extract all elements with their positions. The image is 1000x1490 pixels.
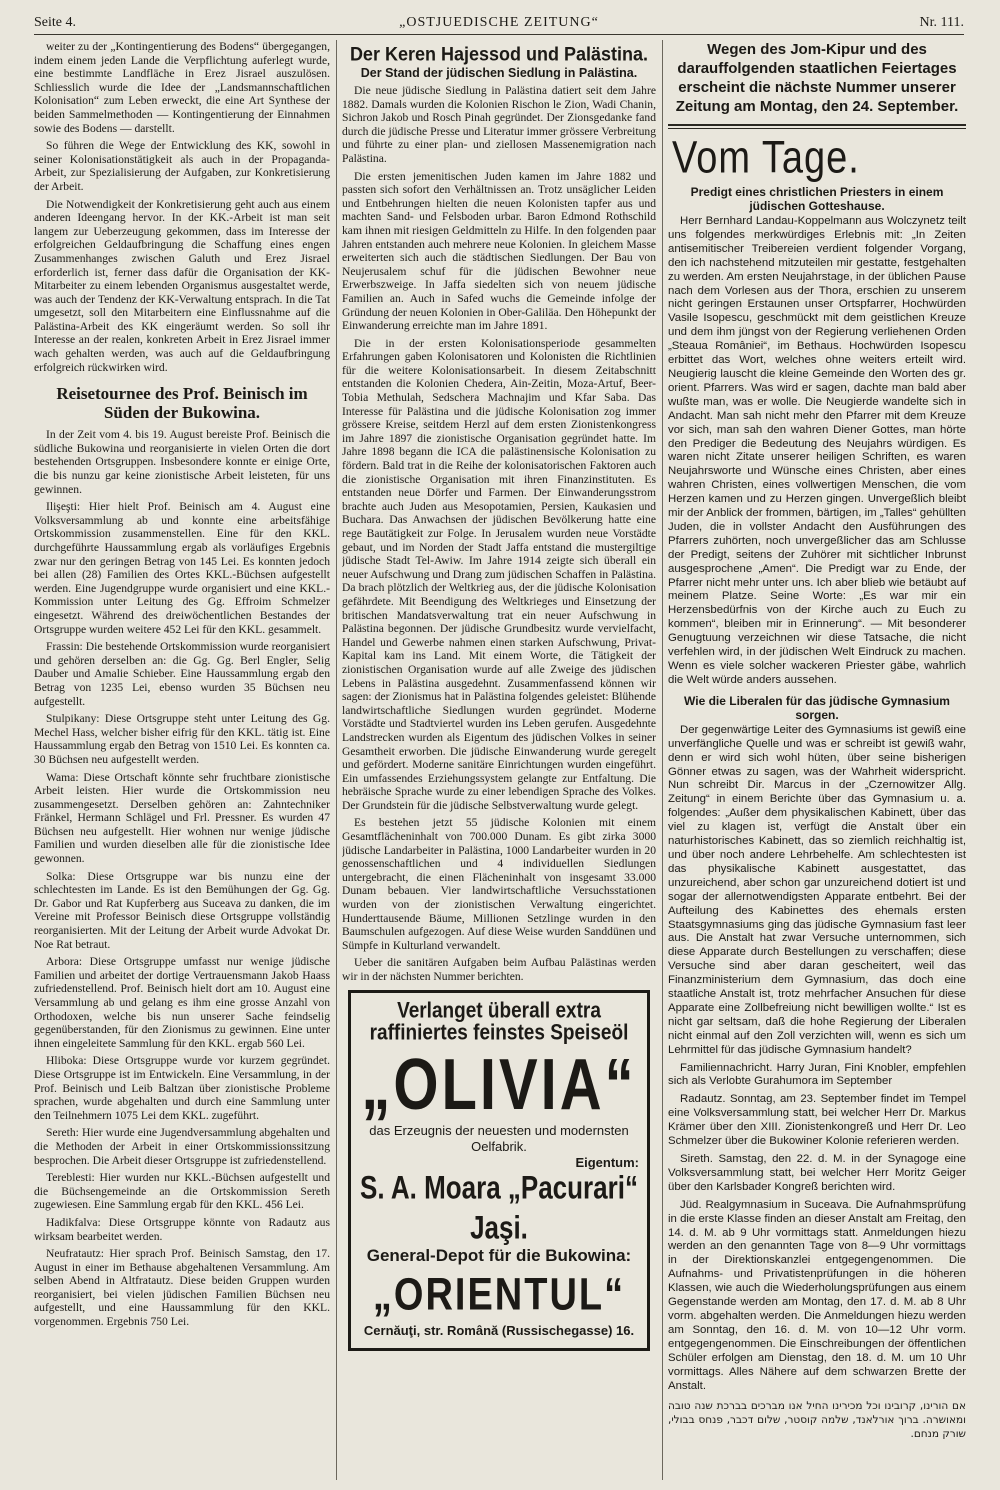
- news-paragraph: Der gegenwärtige Leiter des Gymnasiums ist gewiß eine unverfängliche Quelle und was er schreibt ist gewiß wahr, denn er wird sich wohl hüten, über seine bisherigen Gönner etwas zu sagen, was der Wahrheit widerspricht. Nun schreibt Dir. Marcus in der „Czernowitzer Allg. Zeitung“ in einem Berichte über das Gymnasium u. a. folgendes: „Außer dem physikalischen Kabinett, über das viel zu klagen ist, verfügt die Anstalt über ein naturhistorisches Kabinett, das so ziemlich reichhaltig ist, und über noch andere Lehrbehelfe. Am schlechtesten ist das physikalische Kabinett ausgestattet, das unzureichend, aber schon gar unzureichend dotiert ist und sogar der allernotwendigsten Apparate entbehrt. Bei der Aufteilung des Kabinettes des ehemals ersten Staatsgymnasiums ging das jüdische Gymnasium fast leer aus. Die Anstalt hat zwar Versuche unternommen, sich diese Apparate durch Bestellungen zu verschaffen; diese Versuche sind aber daran gescheitert, weil das Finanzministerium dem Gymnasium, das doch eine staatliche Anstalt ist, trotz mehrfacher Ansuchen für diese Apparate eine Zollbefreiung nicht bewilligen wollte.“ Ist es nicht gar seltsam, daß die hohe Regierung der Liberalen nicht einmal auf den Zoll verzichten will, wenn es sich um Lehrmittel für das jüdische Gymnasium handelt?: [668, 723, 966, 1056]
- article-paragraph: So führen die Wege der Entwicklung des KK, sowohl in seiner Kolonisationstätigkeit als auch in der Propaganda-Arbeit, zur Spezialisierung der Aufgaben, zur Konkretisierung der Arbeit.: [34, 139, 330, 193]
- article-paragraph: Es bestehen jetzt 55 jüdische Kolonien mit einem Gesamtflächeninhalt von 700.000 Dunam. Es gibt zirka 3000 jüdische Landarbeiter in Palästina, 1000 Landarbeiter wurden in 20 genossenschaftlichen und 4 individuellen Siedlungen untergebracht, die einen Flächeninhalt von insgesamt 33.000 Dunam bebauen. Vier landwirtschaftliche Versuchsstationen wurden von der zionistischen Verwaltung eingerichtet. Hunderttausende Bäume, Millionen Setzlinge wurden in den Baumschulen aufgezogen. Auf diese Weise wurden Sanddünen und Sümpfe in Kulturland verwandelt.: [342, 816, 656, 952]
- news-title: Wie die Liberalen für das jüdische Gymnasium sorgen.: [684, 693, 950, 722]
- article-paragraph: Neufratautz: Hier sprach Prof. Beinisch Samstag, den 17. August in einer im Bethause abgehaltenen Versammlung. Am selben Abend in Altfratautz. Diese beiden Gruppen wurden reorganisiert, bei vielen jüdischen Familien Büchsen neu aufgestellt, und eine Haussammlung für den KKL. vorgenommen. Ergebnis 750 Lei.: [34, 1247, 330, 1329]
- article-paragraph: Ilişeşti: Hier hielt Prof. Beinisch am 4. August eine Volksversammlung ab und konnte eine arbeitsfähige Ortskommission zusammenstellen. Eine für den KKL. durchgeführte Haussammlung ergab als vorläufiges Ergebnis zwar nur den geringen Betrag von 145 Lei. Es konnten jedoch bei allen (28) Familien des Ortes KKL.-Büchsen aufgestellt werden. Eine Jugendgruppe wurde organisiert und eine KKL.-Kommission unter Leitung des Gg. Effroim Schmelzer eingesetzt. Während des dreiwöchentlichen Bestandes der Ortsgruppe wurden weitere 452 Lei für den KKL. gesammelt.: [34, 500, 330, 636]
- hebrew-greeting: אם הורינו, קרובינו וכל מכירינו החיל אנו מברכים בברכת שנה טובה ומאושרה. ברוך אורלאנד, שלמה קוסטר, שלום דכבר, פנחס בבולי, שורק מנחם.: [668, 1400, 966, 1441]
- article-paragraph: In der Zeit vom 4. bis 19. August bereiste Prof. Beinisch die südliche Bukowina und reorganisierte in vielen Orten die dort bestehenden Ortsgruppen. Insbesondere konnte er einige Orte, die bis nunzu gar keine zionistische Arbeit leisteten, für uns gewinnen.: [34, 428, 330, 496]
- article-title: Der Keren Hajessod und Palästina.: [349, 43, 649, 65]
- page-number: Seite 4.: [34, 15, 76, 30]
- section-title: Vom Tage.: [672, 133, 860, 184]
- article-paragraph: Hadikfalva: Diese Ortsgruppe könnte von Radautz aus wirksam bearbeitet werden.: [34, 1215, 330, 1243]
- ad-line: das Erzeugnis der neuesten und modernsten Oelfabrik.: [369, 1122, 629, 1154]
- article-paragraph: Ueber die sanitären Aufgaben beim Aufbau Palästinas werden wir in der nächsten Nummer berichten.: [342, 956, 656, 983]
- ad-owner-label: Eigentum:: [575, 1154, 639, 1170]
- article-paragraph: Tereblesti: Hier wurden nur KKL.-Büchsen aufgestellt und die Büchsengemeinde an die Ortskommission Sereth zugewiesen. Eine Sammlung ergab für den KKL. 456 Lei.: [34, 1171, 330, 1212]
- news-title: Predigt eines christlichen Priesters in einem jüdischen Gotteshause.: [690, 185, 944, 213]
- ad-depot: „ORIENTUL“: [372, 1269, 626, 1320]
- news-paragraph: Herr Bernhard Landau-Koppelmann aus Wolczynetz teilt uns folgendes merkwürdiges Erlebnis mit: „In Zeiten antisemitischer Treibereien verdient folgender Vorgang, den ich nachstehend mitzuteilen mir gestatte, festgehalten zu werden. Am ersten Neujahrstage, in der üblichen Pause nach dem Vorlesen aus der Thora, erschien zu unserem nicht geringen Erstaunen unser Ortspfarrer, Hochwürden Vasile Isopescu, geschmückt mit dem geistlichen Kreuze und dem ihm jüngst von der Regierung verliehenen Orden „Steaua României“, im Bethaus. Hochwürden Isopescu erbittet das Wort, welches ohne weiters erteilt wird. Neugierig lauscht die kleine Gemeinde den Worten des gr. orient. Pfarrers. Was wird er sagen, dachte man bald aber wußte man, was er wolle. Die Neugierde wandelte sich in Andacht. Man sah nicht mehr den Pfarrer mit dem Kreuze vor sich, man sah den wahren Diener Gottes, man hörte den Prediger die Bedeutung des Neujahrs würdigen. Es waren nicht Zitate unserer heiligen Schriften, es waren Neujahrsworte und Wünsche eines Christen, aber eines wahren Christen, eines vollwertigen Menschen, die vom Herzen kamen und zu Herzen gingen. Unvergeßlich bleibt mir der Anblick der frommen, bärtigen, im „Talles“ gehüllten Juden, die in vollster Andacht den Ausführungen des Pfarrers zuhörten, noch unvergeßlicher das am Schlusse der Predigt, seitens der Zuhörer mit sichtlicher Inbrunst ausgesprochene „Amen“. Die Predigt war zu Ende, der Pfarrer nicht mehr unter uns. Ich aber blieb wie betäubt auf meinem Platze. Seine Worte: „Es war mir ein Herzensbedürfnis von der Kirche auch zu Euch zu kommen“, bleiben mir in Erinnerung“. — Mit besonderer Genugtuung verzeichnen wir diese Tatsache, die nicht verfehlen wird, in der jüdischen Welt Eindruck zu machen. Wenn es viele solcher wackeren Priester gäbe, wahrlich die Welt würde anders aussehen.: [668, 215, 966, 686]
- news-paragraph: Radautz. Sonntag, am 23. September findet im Tempel eine Volksversammlung statt, bei welcher Herr Dr. Markus Krämer über den XIII. Zionistenkongreß und Herr Dr. Leo Schmelzer über die Bukowiner Kolonie referieren werden.: [668, 1093, 966, 1148]
- news-paragraph: Jüd. Realgymnasium in Suceava. Die Aufnahmsprüfung in die erste Klasse finden an dieser Anstalt am Freitag, den 14. d. M. ab 9 Uhr vormittags statt. Anmeldungen hiezu werden an den genannten Tage von 8—9 Uhr vormittags in der Direktionskanzlei entgegengenommen. Die Aufnahms- und Privatistenprüfungen in die höheren Klassen, wie auch die Wiederholungsprüfungen aus einem Gegenstande werden am Montag, den 17. d. M. ab 8 Uhr vorm. abgehalten werden. Die Anmeldungen hiezu werden am Sonntag, den 16. d. M. von 10—12 Uhr vorm. entgegengenommen. Die Einschreibungen der öffentlichen Schüler erfolgen am Dienstag, den 18. d. M. um 10 Uhr vormittags. Alles Nähere auf dem schwarzen Brette der Anstalt.: [668, 1198, 966, 1392]
- article-paragraph: Hliboka: Diese Ortsgruppe wurde vor kurzem gegründet. Diese Ortsgruppe ist im Entwickeln. Eine Versammlung, in der Prof. Beinisch und Leib Baltzan über zionistische Probleme sprachen, wurde abgehalten und durch eine Sammlung unter den Teilnehmern 1075 Lei dem KKL. zugeführt.: [34, 1054, 330, 1122]
- page-header: [34, 10, 964, 35]
- ad-line: raffiniertes feinstes Speiseöl: [369, 1020, 629, 1046]
- issue-number: Nr. 111.: [919, 15, 964, 30]
- olivia-advertisement: [348, 990, 650, 1351]
- article-paragraph: weiter zu der „Kontingentierung des Bodens“ übergegangen, indem einem jeden Lande die Verpflichtung auferlegt wurde, eine bestimmte Landfläche in Erez Jisrael auszulösen. Schliesslich wurde die Idee der „Landsmannschaftlichen Kolonisation“ zum Leben erweckt, die eine Art Synthese der beiden Sammelmethoden — Kontingentierung der Einnahmen sowie des Bodens — darstellt.: [34, 40, 330, 135]
- news-paragraph: Sireth. Samstag, den 22. d. M. in der Synagoge eine Volksversammlung statt, bei welcher Herr Moritz Geiger über den Karlsbader Kongreß berichten wird.: [668, 1153, 966, 1193]
- article-paragraph: Sereth: Hier wurde eine Jugendversammlung abgehalten und die Methoden der Arbeit in einer Ortskommissionssitzung besprochen. Die Arbeit dieser Ortsgruppe ist zufriedenstellend.: [34, 1126, 330, 1167]
- article-paragraph: Arbora: Diese Ortsgruppe umfasst nur wenige jüdische Familien und arbeitet der dortige Vertrauensmann Jakob Haass zufriedenstellend. Prof. Beinisch hielt dort am 10. August eine Versammlung ab und gelang es ihm eine grosse Anzahl von Orthodoxen, welche bis nun unserer Sache feindselig gegenüberstanden, für den Zionismus zu gewinnen. Eine unter ihnen eingeleitete Sammlung für den KKL. ergab 560 Lei.: [34, 955, 330, 1050]
- newspaper-title: „OSTJUEDISCHE ZEITUNG“: [399, 15, 599, 30]
- column-3: [668, 40, 966, 1480]
- article-paragraph: Stulpikany: Diese Ortsgruppe steht unter Leitung des Gg. Mechel Hass, welcher bisher eifrig für den KKL. tätig ist. Eine Haussammlung ergab den Betrag von 1510 Lei. Es konnten ca. 30 Büchsen neu aufgestellt werden.: [34, 712, 330, 766]
- article-subtitle: Der Stand der jüdischen Siedlung in Palästina.: [360, 66, 638, 80]
- ad-firm: S. A. Moara „Pacurari“ Jaşi.: [360, 1167, 638, 1246]
- ad-brand: „OLIVIA“: [361, 1043, 637, 1125]
- column-divider: [336, 40, 337, 1480]
- article-paragraph: Frassin: Die bestehende Ortskommission wurde reorganisiert und gehören derselben an: die Gg. Gg. Berl Engler, Selig Dauber und Amalie Schieber. Eine Haussammlung ergab den Betrag von 1235 Lei, ebenso wurden 35 Büchsen neu aufgestellt.: [34, 640, 330, 708]
- ad-address: Cernăuţi, str. Română (Russischegasse) 16.: [363, 1322, 635, 1338]
- article-paragraph: Die Notwendigkeit der Konkretisierung geht auch aus einem anderen Ideengang hervor. In der KK.-Arbeit ist man seit langem zur Ueberzeugung gekommen, dass im Interesse der erfolgreichen Geldaufbringung die Schaffung eines engen Zusammenhanges zwischen Galuth und Erez Jisrael erforderlich ist, ferner dass dafür die Organisation der KK-Mitarbeiter zu einem lebenden Organismus ausgestaltet werde, was auch der Tendenz der KK-Verwaltung entsprach. In die Tat umgesetzt, soll den Mitarbeitern eine Einflussnahme auf die Palästina-Arbeit des KK eingeräumt werden. So soll ihr Interesse an der realen, konkreten Arbeit in Erez Jisrael immer wach gehalten werden, was auch auf die Geldaufbringung erfolgreich rückwirken wird.: [34, 197, 330, 374]
- article-paragraph: Solka: Diese Ortsgruppe war bis nunzu eine der schlechtesten im Lande. Es ist den Bemühungen der Gg. Gg. Dr. Gabor und Rat Kupferberg aus Suceava zu danken, die im Vereine mit Professor Beinisch diese Ortsgruppe vollständig reorganisierten. Mit der Leitung der Arbeit wurde Advokat Dr. Noe Rat betraut.: [34, 869, 330, 951]
- ad-line: Verlanget überall extra: [397, 998, 601, 1024]
- news-paragraph: Familiennachricht. Harry Juran, Fini Knobler, empfehlen sich als Verlobte Gurahumora im September: [668, 1061, 966, 1088]
- publication-notice: Wegen des Jom-Kipur und des darauffolgenden staatlichen Feiertages erscheint die nächste Nummer unserer Zeitung am Montag, den 24. September.: [675, 41, 959, 115]
- article-paragraph: Die ersten jemenitischen Juden kamen im Jahre 1882 und passten sich sofort den Verhältnissen an. Trotz unsäglicher Leiden und Entbehrungen hielten die neuen Kolonisten tapfer aus und machten Sand- und Felsboden urbar. Baron Edmond Rothschild kam ihnen mit riesigen Geldmitteln zu Hilfe. In den folgenden paar Jahren entstanden auch mehrere neue Kolonien. In gleichem Masse erweiterten sich auch die städtischen Siedlungen. Der Bau von Neujerusalem schuf für die jüdischen Bewohner neue Erwerbszweige. In Jaffa siedelten sich von neuem jüdische Familien an. Auch in Safed wuchs die Gemeinde infolge der Gründung der neuen Kolonien in Ober-Galiläa. Den Höhepunkt der Einwanderung erreichte man im Jahre 1891.: [342, 169, 656, 333]
- article-paragraph: Die in der ersten Kolonisationsperiode gesammelten Erfahrungen gaben Kolonisatoren und Kolonisten die Richtlinien für die weitere Kolonisationsarbeit. In diesem Zeitabschnitt entstanden die Kolonien Chedera, Ain-Zeitin, Moza-Artuf, Beer-Tobia Methulah, Sedschera Machnajim und Kfar Saba. Das Interesse für Palästina und die jüdische Kolonisation zog immer grössere Kreise, seitdem Herzl auf dem ersten Zionistenkongress im Jahre 1897 die zionistische Organisation gegründet hatte. Im Jahre 1898 begann die ICA die palästinensische Kolonisation zu fördern. Bald trat in die Reihe der kolonisatorischen Faktoren auch die zionistische Organisation mit ihren Finanzinstituten. Es entstanden neue Dörfer und Farmen. Der Einwanderungsstrom brachte auch Juden aus Mesopotamien, Persien, Kaukasien und Buchara. Das Anwachsen der jüdischen Bevölkerung hatte eine rege Bautätigkeit zur Folge. In Jerusalem wurden neue Vorstädte gebaut, und im Norden der Stadt Jaffa entstand die mustergiltige jüdische Stadt Tel-Awiw. Im Jahre 1914 zeigte sich überall ein neuer Aufschwung und Drang zum jüdischen Schaffen in Palästina. Da brach plötzlich der Weltkrieg aus, der die jüdische Kolonisation gefährdete. Mit Beendigung des Weltkrieges und Einsetzung der britischen Mandatsverwaltung trat ein neuer Aufschwung in Palästina begonnen. Der jüdische Grundbesitz wurde vervielfacht, Handel und Gewerbe nahmen einen starken Aufschwung, Privat-Kapital kam ins Land. Mit einem Worte, die Tätigkeit der zionistischen Organisation wurde auf alle Zweige des jüdischen Lebens in Palästina ausgedehnt. Zusammenfassend können wir sagen: der Zionismus hat in Palästina folgendes geleistet: Blühende landwirtschaftliche Siedlungen wurden gegründet. Moderne Vorstädte und Stadtviertel wurden ins Leben gerufen. Ausgedehnte Landstrecken wurden als Eigentum des jüdischen Volkes in seiner Gesamtheit erworben. Die jüdische Einwanderung wurde geregelt und gefördert. Moderne sanitäre Einrichtungen wurden eingeführt. Ein umfassendes Erziehungssystem gelangte zur Entfaltung. Die hebräische Sprache wurde zu einer lebendigen Sprache des Volkes. Der Grundstein für die jüdische Selbstverwaltung wurde gelegt.: [342, 336, 656, 812]
- ad-depot-label: General-Depot für die Bukowina:: [366, 1245, 632, 1265]
- double-rule: [668, 124, 966, 129]
- article-paragraph: Wama: Diese Ortschaft könnte sehr fruchtbare zionistische Arbeit leisten. Hier wurde die Ortskommission neu zusammengesetzt. Derselben gehören an: Zahntechniker Fränkel, Hermann Schlägel und Frl. Pressner. Es wurden 47 Büchsen neu aufgestellt. Hier wohnen nur wenige jüdische Familien und wurden dieselben alle für die zionistische Idee gewonnen.: [34, 770, 330, 866]
- article-heading: Reisetournee des Prof. Beinisch im Süden der Bukowina.: [56, 384, 308, 423]
- column-1: [34, 40, 330, 1480]
- column-divider: [662, 40, 663, 1480]
- column-2: [342, 40, 656, 1480]
- article-paragraph: Die neue jüdische Siedlung in Palästina datiert seit dem Jahre 1882. Damals wurden die Kolonien Rischon le Zion, Wadi Chanin, Sichron Jakob und Rosch Pinah gegründet. Der Zionsgedanke fand durch die jüdische Presse und Literatur immer grössere Verbreitung und führte zu einer plan- und ziellosen Massenemigration nach Palästina.: [342, 84, 656, 165]
